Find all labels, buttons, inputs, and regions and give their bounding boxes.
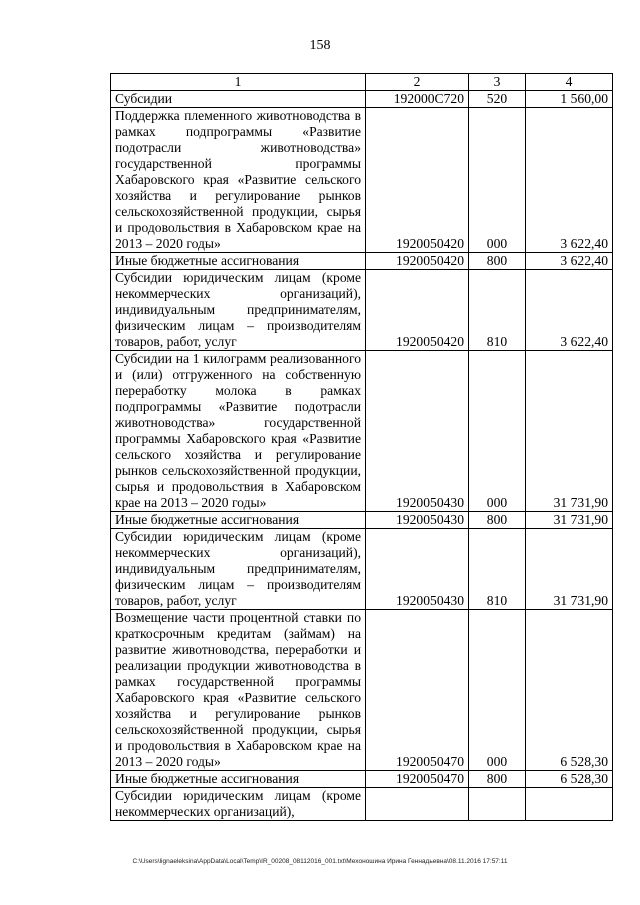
table-header-row bbox=[111, 74, 613, 91]
header-col-4: 4 bbox=[526, 74, 613, 91]
row-vr: 800 bbox=[469, 771, 526, 788]
table-row bbox=[111, 610, 613, 771]
row-amount: 3 622,40 bbox=[526, 108, 613, 253]
row-code: 1920050420 bbox=[366, 253, 469, 270]
row-name: Субсидии юридическим лицам (кроме некоммерческих организаций), индивидуальным предпринимателям, физическим лицам – производителям товаров, работ, услуг bbox=[111, 270, 366, 351]
row-vr: 000 bbox=[469, 108, 526, 253]
row-name: Субсидии юридическим лицам (кроме некоммерческих организаций), bbox=[111, 788, 366, 821]
row-amount: 3 622,40 bbox=[526, 253, 613, 270]
header-col-2: 2 bbox=[366, 74, 469, 91]
row-vr: 810 bbox=[469, 529, 526, 610]
row-name: Поддержка племенного животноводства в рамках подпрограммы «Развитие подотрасли животноводства» государственной программы Хабаровского края «Развитие сельского хозяйства и регулирование рынков сельскохозяйственной продукции, сырья и продовольствия в Хабаровском крае на 2013 – 2020 годы» bbox=[111, 108, 366, 253]
row-vr: 000 bbox=[469, 610, 526, 771]
row-code: 1920050470 bbox=[366, 771, 469, 788]
budget-table bbox=[110, 73, 613, 821]
row-amount: 3 622,40 bbox=[526, 270, 613, 351]
row-amount: 6 528,30 bbox=[526, 610, 613, 771]
row-vr: 520 bbox=[469, 91, 526, 108]
row-name: Иные бюджетные ассигнования bbox=[111, 253, 366, 270]
row-name: Субсидии юридическим лицам (кроме некоммерческих организаций), индивидуальным предпринимателям, физическим лицам – производителям товаров, работ, услуг bbox=[111, 529, 366, 610]
table-row bbox=[111, 788, 613, 821]
table-row bbox=[111, 270, 613, 351]
row-amount: 1 560,00 bbox=[526, 91, 613, 108]
row-code: 1920050430 bbox=[366, 529, 469, 610]
row-name: Субсидии bbox=[111, 91, 366, 108]
row-amount: 31 731,90 bbox=[526, 512, 613, 529]
row-code: 192000С720 bbox=[366, 91, 469, 108]
table-row bbox=[111, 771, 613, 788]
row-vr: 800 bbox=[469, 512, 526, 529]
row-code: 1920050430 bbox=[366, 351, 469, 512]
row-amount: 6 528,30 bbox=[526, 771, 613, 788]
row-vr bbox=[469, 788, 526, 821]
row-code bbox=[366, 788, 469, 821]
table-row bbox=[111, 108, 613, 253]
table-row bbox=[111, 253, 613, 270]
row-name: Иные бюджетные ассигнования bbox=[111, 771, 366, 788]
row-code: 1920050420 bbox=[366, 270, 469, 351]
table-row bbox=[111, 512, 613, 529]
row-code: 1920050430 bbox=[366, 512, 469, 529]
table-row bbox=[111, 91, 613, 108]
table-row bbox=[111, 529, 613, 610]
row-vr: 800 bbox=[469, 253, 526, 270]
table-row bbox=[111, 351, 613, 512]
page-number: 158 bbox=[309, 38, 331, 53]
row-name: Иные бюджетные ассигнования bbox=[111, 512, 366, 529]
file-path-footer: C:\Users\lignaeleksina\AppData\Local\Temp\IR_00208_08112016_001.txt\Мехоношина Ирина Геннадьевна\08.11.2016 17:57:11 bbox=[132, 858, 508, 865]
row-name: Возмещение части процентной ставки по краткосрочным кредитам (займам) на развитие животноводства, переработки и реализации продукции животноводства в рамках государственной программы Хабаровского края «Развитие сельского хозяйства и регулирование рынков сельскохозяйственной продукции, сырья и продовольствия в Хабаровском крае на 2013 – 2020 годы» bbox=[111, 610, 366, 771]
row-vr: 810 bbox=[469, 270, 526, 351]
row-name: Субсидии на 1 килограмм реализованного и (или) отгруженного на собственную переработку молока в рамках подпрограммы «Развитие подотрасли животноводства» государственной программы Хабаровского края «Развитие сельского хозяйства и регулирование рынков сельскохозяйственной продукции, сырья и продовольствия в Хабаровском крае на 2013 – 2020 годы» bbox=[111, 351, 366, 512]
header-col-3: 3 bbox=[469, 74, 526, 91]
row-amount: 31 731,90 bbox=[526, 351, 613, 512]
header-col-1: 1 bbox=[111, 74, 366, 91]
row-amount: 31 731,90 bbox=[526, 529, 613, 610]
row-code: 1920050470 bbox=[366, 610, 469, 771]
row-amount bbox=[526, 788, 613, 821]
row-vr: 000 bbox=[469, 351, 526, 512]
row-code: 1920050420 bbox=[366, 108, 469, 253]
